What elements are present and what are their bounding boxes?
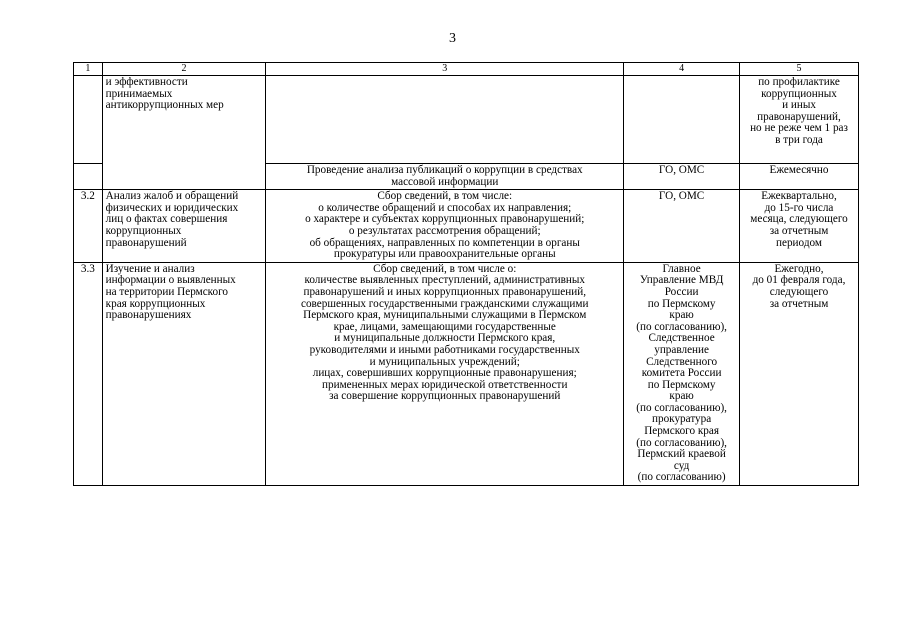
responsible-party <box>624 76 740 164</box>
table-row <box>74 190 859 263</box>
row-number: 3.3 <box>74 262 103 485</box>
deadline: Ежеквартально, до 15-го числа месяца, следующего за отчетным периодом <box>740 190 859 263</box>
deadline: по профилактике коррупционных и иных правонарушений, но не реже чем 1 раз в три года <box>740 76 859 164</box>
deadline: Ежемесячно <box>740 164 859 190</box>
responsible-party: Главное Управление МВД России по Пермскому краю (по согласованию), Следственное управление Следственного комитета России по Пермскому краю (по согласованию), прокуратура Пермского края (по согласованию), Пермский краевой суд (по согласованию) <box>624 262 740 485</box>
header-col-4: 4 <box>624 63 740 76</box>
header-col-1: 1 <box>74 63 103 76</box>
measure-title: Анализ жалоб и обращений физических и юридических лиц о фактах совершения коррупционных правонарушений <box>102 190 266 263</box>
header-row <box>74 63 859 76</box>
responsible-party: ГО, ОМС <box>624 190 740 263</box>
row-number <box>74 164 103 190</box>
row-number <box>74 76 103 164</box>
measure-content: Сбор сведений, в том числе о: количестве выявленных преступлений, административных правонарушений и иных коррупционных правонарушений, совершенных государственными гражданскими служащими Пермского края, муниципальными служащими в Пермском крае, лицами, замещающими государственные и муниципальные должности Пермского края, руководителями и иными работниками государственных и муниципальных учреждений; лицах, совершивших коррупционные правонарушения; примененных мерах юридической ответственности за совершение коррупционных правонарушений <box>266 262 624 485</box>
table-row <box>74 76 859 164</box>
page-number: 3 <box>449 31 456 46</box>
table-row <box>74 262 859 485</box>
header-col-2: 2 <box>102 63 266 76</box>
row-number: 3.2 <box>74 190 103 263</box>
deadline: Ежегодно, до 01 февраля года, следующего за отчетным <box>740 262 859 485</box>
measure-title: и эффективности принимаемых антикоррупционных мер <box>102 76 266 190</box>
responsible-party: ГО, ОМС <box>624 164 740 190</box>
header-col-5: 5 <box>740 63 859 76</box>
measure-title: Изучение и анализ информации о выявленных на территории Пермского края коррупционных правонарушениях <box>102 262 266 485</box>
measure-content: Проведение анализа публикаций о коррупции в средствах массовой информации <box>266 164 624 190</box>
measures-table <box>73 62 859 486</box>
header-col-3: 3 <box>266 63 624 76</box>
measure-content: Сбор сведений, в том числе: о количестве обращений и способах их направления; о характере и субъектах коррупционных правонарушений; о результатах рассмотрения обращений; об обращениях, направленных по компетенции в органы прокуратуры или правоохранительные органы <box>266 190 624 263</box>
measure-content <box>266 76 624 164</box>
